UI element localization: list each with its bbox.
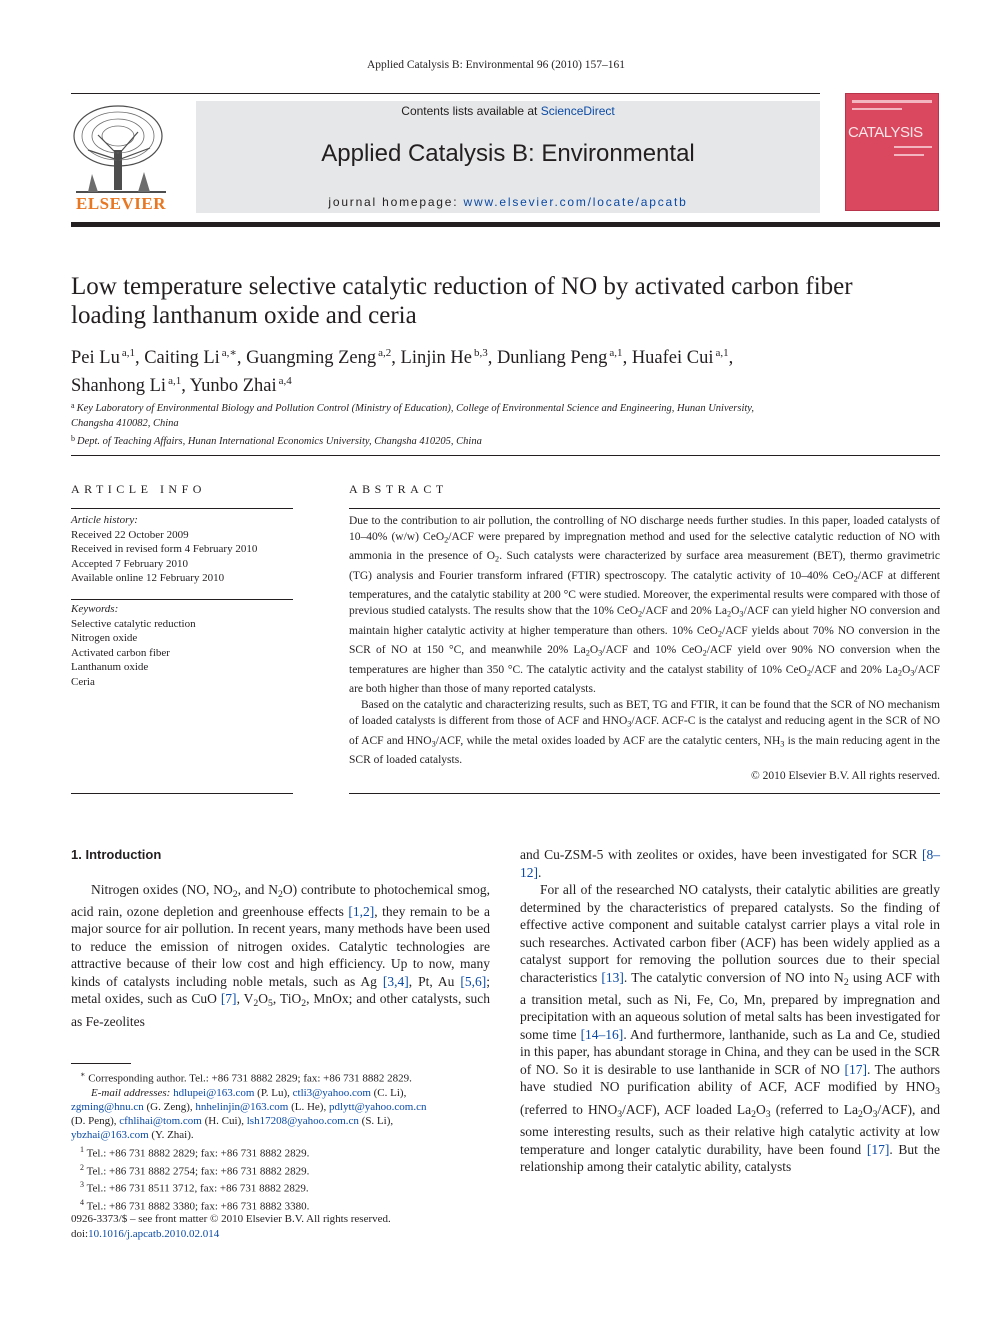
article-title-line-2: loading lanthanum oxide and ceria xyxy=(71,302,417,329)
keywords xyxy=(71,602,293,689)
author-affil-mark: a,1 xyxy=(715,347,729,359)
keyword-item: Selective catalytic reduction xyxy=(71,617,196,630)
keyword-item: Ceria xyxy=(71,675,95,688)
body-column-right xyxy=(520,846,940,1176)
email-link[interactable]: hdlupei@163.com xyxy=(173,1086,255,1099)
author-affil-mark: a,1 xyxy=(609,347,623,359)
abstract-heading: ABSTRACT xyxy=(349,482,448,496)
citation-link[interactable]: [14–16] xyxy=(580,1026,624,1042)
abstract-body xyxy=(349,513,940,784)
affiliation-a xyxy=(71,398,940,431)
article-info-rule xyxy=(71,793,293,794)
citation-link[interactable]: [13] xyxy=(601,969,624,985)
citation-link[interactable]: [7] xyxy=(220,991,237,1007)
footnote: $^1$ Tel.: +86 731 8882 2829; fax: +86 731 8882 2829. xyxy=(80,1144,310,1160)
history-item: Received in revised form 4 February 2010 xyxy=(71,543,258,555)
section-rule xyxy=(71,455,940,456)
author-affil-mark: a,4 xyxy=(278,375,292,387)
body-column-left xyxy=(71,846,490,1030)
doi-link[interactable]: 10.1016/j.apcatb.2010.02.014 xyxy=(88,1227,220,1240)
article-history xyxy=(71,513,293,586)
journal-homepage xyxy=(196,195,820,209)
abstract-copyright: © 2010 Elsevier B.V. All rights reserved. xyxy=(751,770,940,783)
body-paragraph: For all of the researched NO catalysts, their catalytic abilities are greatly determined by the characteristics of prepared catalysts. So the finding of effective active component and suitable catalyst carrier plays a vital role in such researches. Activated carbon fiber (ACF) has been widely applied as a catalyst support for removing the pollution sources due to their special characteristics [13]. The catalytic conversion of NO into $N_2$ using ACF with a transition metal, such as Ni, Fe, Co, Mn, prepared by impregnation and precipitation with an aqueous solution of metal salts has been investigated for some time [14–16]. And furthermore, lanthanide, such as La and Ce, studied in this paper, has abundant storage in China, and they can be used in the SCR of NO. So it is desirable to use lanthanide in SCR of NO [17]. The authors have studied NO purification ability of ACF, ACF modified by $HNO_3$ (referred to $HNO_3/ACF$), ACF loaded $La_2O_3$ (referred to $La_2O_3/ACF$), and some interesting results, such as their relative high catalytic activity at low temperature and longer catalytic durability, have been found [17]. But the relationship among their catalytic ability, catalysts xyxy=(520,882,941,1175)
email-addresses: ybzhai@163.com (Y. Zhai). xyxy=(71,1129,194,1142)
author-name[interactable]: Huafei Cui xyxy=(631,348,714,368)
history-item: Accepted 7 February 2010 xyxy=(71,557,188,570)
author-affil-mark: a,2 xyxy=(378,347,392,359)
abstract-rule xyxy=(349,508,940,509)
contents-line xyxy=(196,104,820,118)
section-heading-introduction: 1. Introduction xyxy=(71,847,162,862)
article-info-rule xyxy=(71,508,293,509)
affiliation-text: Key Laboratory of Environmental Biology and Pollution Control (Ministry of Education), College of Environmental Science and Engineering, Hunan University, xyxy=(76,403,755,414)
corresponding-author-note: ∗ Corresponding author. Tel.: +86 731 8882 2829; fax: +86 731 8882 2829. xyxy=(80,1070,412,1085)
email-link[interactable]: lsh17208@yahoo.com.cn xyxy=(246,1115,359,1128)
email-addresses: zgming@hnu.cn (G. Zeng), hnhelinjin@163.com (L. He), pdlytt@yahoo.com.cn xyxy=(71,1101,427,1114)
email-addresses: E-mail addresses: hdlupei@163.com (P. Lu), ctli3@yahoo.com (C. Li), xyxy=(91,1086,407,1099)
author-affil-mark: a,1 xyxy=(121,347,135,359)
author-name[interactable]: Linjin He xyxy=(400,348,472,368)
email-link[interactable]: pdlytt@yahoo.com.cn xyxy=(328,1101,427,1114)
author-list: Pei Lu $^{a,1}$, Caiting Li $^{a,∗}$, Guangming Zeng $^{a,2}$, Linjin He $^{b,3}$, Dunliang Peng $^{a,1}$, Huafei Cui $^{a,1}$, Shanhong Li $^{a,1}$, Yunbo Zhai $^{a,4}$ xyxy=(71,347,734,396)
article-info-heading: ARTICLE INFO xyxy=(71,482,206,496)
affiliation-key: a xyxy=(71,401,75,410)
history-item: Available online 12 February 2010 xyxy=(71,572,225,584)
author-name[interactable]: Shanhong Li xyxy=(71,376,167,396)
footer-issn xyxy=(71,1212,490,1241)
author-name[interactable]: Guangming Zeng xyxy=(246,348,377,368)
homepage-prefix: journal homepage: xyxy=(328,195,464,209)
footnote: $^2$ Tel.: +86 731 8882 2754; fax: +86 731 8882 2829. xyxy=(80,1162,310,1178)
author-affil-mark: a,∗ xyxy=(221,347,237,359)
affiliation-b xyxy=(71,431,940,449)
author-name[interactable]: Dunliang Peng xyxy=(496,348,608,368)
abstract-paragraph: Due to the contribution to air pollution, the controlling of NO discharge needs further studies. In this paper, loaded catalysts of 10–40% (w/w) CeO$_2$/ACF were prepared by impregnation method and used for the selective catalytic reduction of NO with ammonia in the presence of $O_2$. Such catalysts were characterized by surface area measurement (BET), thermo gravimetric (TG) analysis and Fourier transform infrared (FTIR) spectroscopy. The catalytic activity of 10–40% CeO$_2$/ACF at different temperatures, and the catalytic stability at 200 °C were studied. Moreover, the experimental results were compared with those of previous studied catalysts. The results show that the 10% CeO$_2$/ACF and 20% $La_2O_3$/ACF can yield higher NO conversion and maintain higher catalytic activity at higher temperature than others. 10% CeO$_2$/ACF yields about 70% NO conversion in the SCR of NO at 150 °C, and meanwhile 20% $La_2O_3$/ACF and 10% CeO$_2$/ACF yield over 90% NO conversion when the temperatures are higher than 350 °C. The catalytic activity and the catalyst stability of 10% CeO$_2$/ACF and 20% $La_2O_3$/ACF are both higher than those of many reported catalysts. xyxy=(349,515,941,696)
elsevier-wordmark: ELSEVIER xyxy=(76,194,166,213)
contents-prefix: Contents lists available at xyxy=(401,104,541,118)
footnote: $^3$ Tel.: +86 731 8511 3712, fax: +86 731 8882 2829. xyxy=(80,1180,309,1196)
journal-cover-thumbnail[interactable] xyxy=(845,93,939,211)
footnotes xyxy=(71,1068,490,1214)
email-addresses: (D. Peng), cfhlihai@tom.com (H. Cui), lsh17208@yahoo.com.cn (S. Li), xyxy=(71,1115,394,1128)
citation-link[interactable]: [8–12] xyxy=(520,847,940,880)
affiliation-text: Dept. of Teaching Affairs, Hunan International Economics University, Changsha 410205, China xyxy=(77,436,482,447)
abstract-paragraph: Based on the catalytic and characterizing results, such as BET, TG and FTIR, it can be found that the SCR of NO mechanism of loaded catalysts is different from those of ACF and $HNO_3$/ACF. ACF-C is the catalyst and reducing agent in the SCR of NO of ACF and $HNO_3$/ACF, while the metal oxides loaded by ACF are the catalytic centers, $NH_3$ is the main reducing agent in the SCR of loaded catalysts. xyxy=(349,699,940,767)
cover-title: CATALYSIS xyxy=(848,124,923,141)
citation-link[interactable]: [17] xyxy=(866,1141,890,1157)
history-label: Article history: xyxy=(71,514,138,526)
article-title-line-1: Low temperature selective catalytic reduction of NO by activated carbon fiber xyxy=(71,273,853,300)
footnote-rule xyxy=(71,1063,131,1064)
email-link[interactable]: hnhelinjin@163.com xyxy=(195,1101,289,1114)
keyword-item: Lanthanum oxide xyxy=(71,661,149,673)
author-affil-mark: b,3 xyxy=(473,347,488,359)
affiliation-key: b xyxy=(71,434,75,443)
history-item: Received 22 October 2009 xyxy=(71,528,189,541)
issn-line: 0926-3373/$ – see front matter © 2010 Elsevier B.V. All rights reserved. xyxy=(71,1213,391,1225)
header-rule xyxy=(71,222,940,227)
citation-link[interactable]: [5,6] xyxy=(460,973,487,989)
affiliation-text: Changsha 410082, China xyxy=(71,418,179,429)
keywords-label: Keywords: xyxy=(71,603,119,615)
homepage-link[interactable]: www.elsevier.com/locate/apcatb xyxy=(463,195,688,209)
running-head: Applied Catalysis B: Environmental 96 (2010) 157–161 xyxy=(366,59,626,71)
sciencedirect-link[interactable]: ScienceDirect xyxy=(540,104,615,118)
top-rule xyxy=(71,93,820,94)
keyword-item: Nitrogen oxide xyxy=(71,632,138,644)
article-info-rule xyxy=(71,599,293,600)
citation-link[interactable]: [3,4] xyxy=(382,973,409,989)
email-link[interactable]: ctli3@yahoo.com xyxy=(292,1086,371,1099)
author-name[interactable]: Yunbo Zhai xyxy=(189,376,277,396)
email-link[interactable]: cfhlihai@tom.com xyxy=(119,1115,202,1128)
doi-line: doi:10.1016/j.apcatb.2010.02.014 xyxy=(71,1227,220,1240)
affiliations xyxy=(71,398,940,449)
author-name[interactable]: Pei Lu xyxy=(71,348,120,368)
footnote: $^4$ Tel.: +86 731 8882 3380; fax: +86 731 8882 3380. xyxy=(80,1198,310,1213)
body-paragraph: and Cu-ZSM-5 with zeolites or oxides, have been investigated for SCR [8–12]. xyxy=(520,847,940,880)
author-name[interactable]: Caiting Li xyxy=(144,348,220,368)
email-link[interactable]: zgming@hnu.cn xyxy=(71,1101,144,1114)
citation-link[interactable]: [17] xyxy=(844,1061,867,1077)
body-paragraph: Nitrogen oxides (NO, $NO_2$, and $N_2O$) contribute to photochemical smog, acid rain, ozone depletion and greenhouse effects [1,2], they remain to be a major source for air pollution. In recent years, many methods have been used to reduce the emission of nitrogen oxides. Catalytic technologies are attractive because of their low cost and high efficiency. Up to now, many kinds of catalysts including noble metals, such as Ag [3,4], Pt, Au [5,6]; metal oxides, such as CuO [7], $V_2O_5$, TiO$_2$, MnOx; and other catalysts, such as Fe-zeolites xyxy=(71,881,491,1029)
article-title xyxy=(71,272,940,330)
citation-link[interactable]: [1,2] xyxy=(348,903,375,919)
email-link[interactable]: ybzhai@163.com xyxy=(71,1129,149,1142)
author-affil-mark: a,1 xyxy=(168,375,182,387)
journal-title: Applied Catalysis B: Environmental xyxy=(321,140,695,167)
keyword-item: Activated carbon fiber xyxy=(71,646,170,659)
abstract-rule xyxy=(349,793,940,794)
